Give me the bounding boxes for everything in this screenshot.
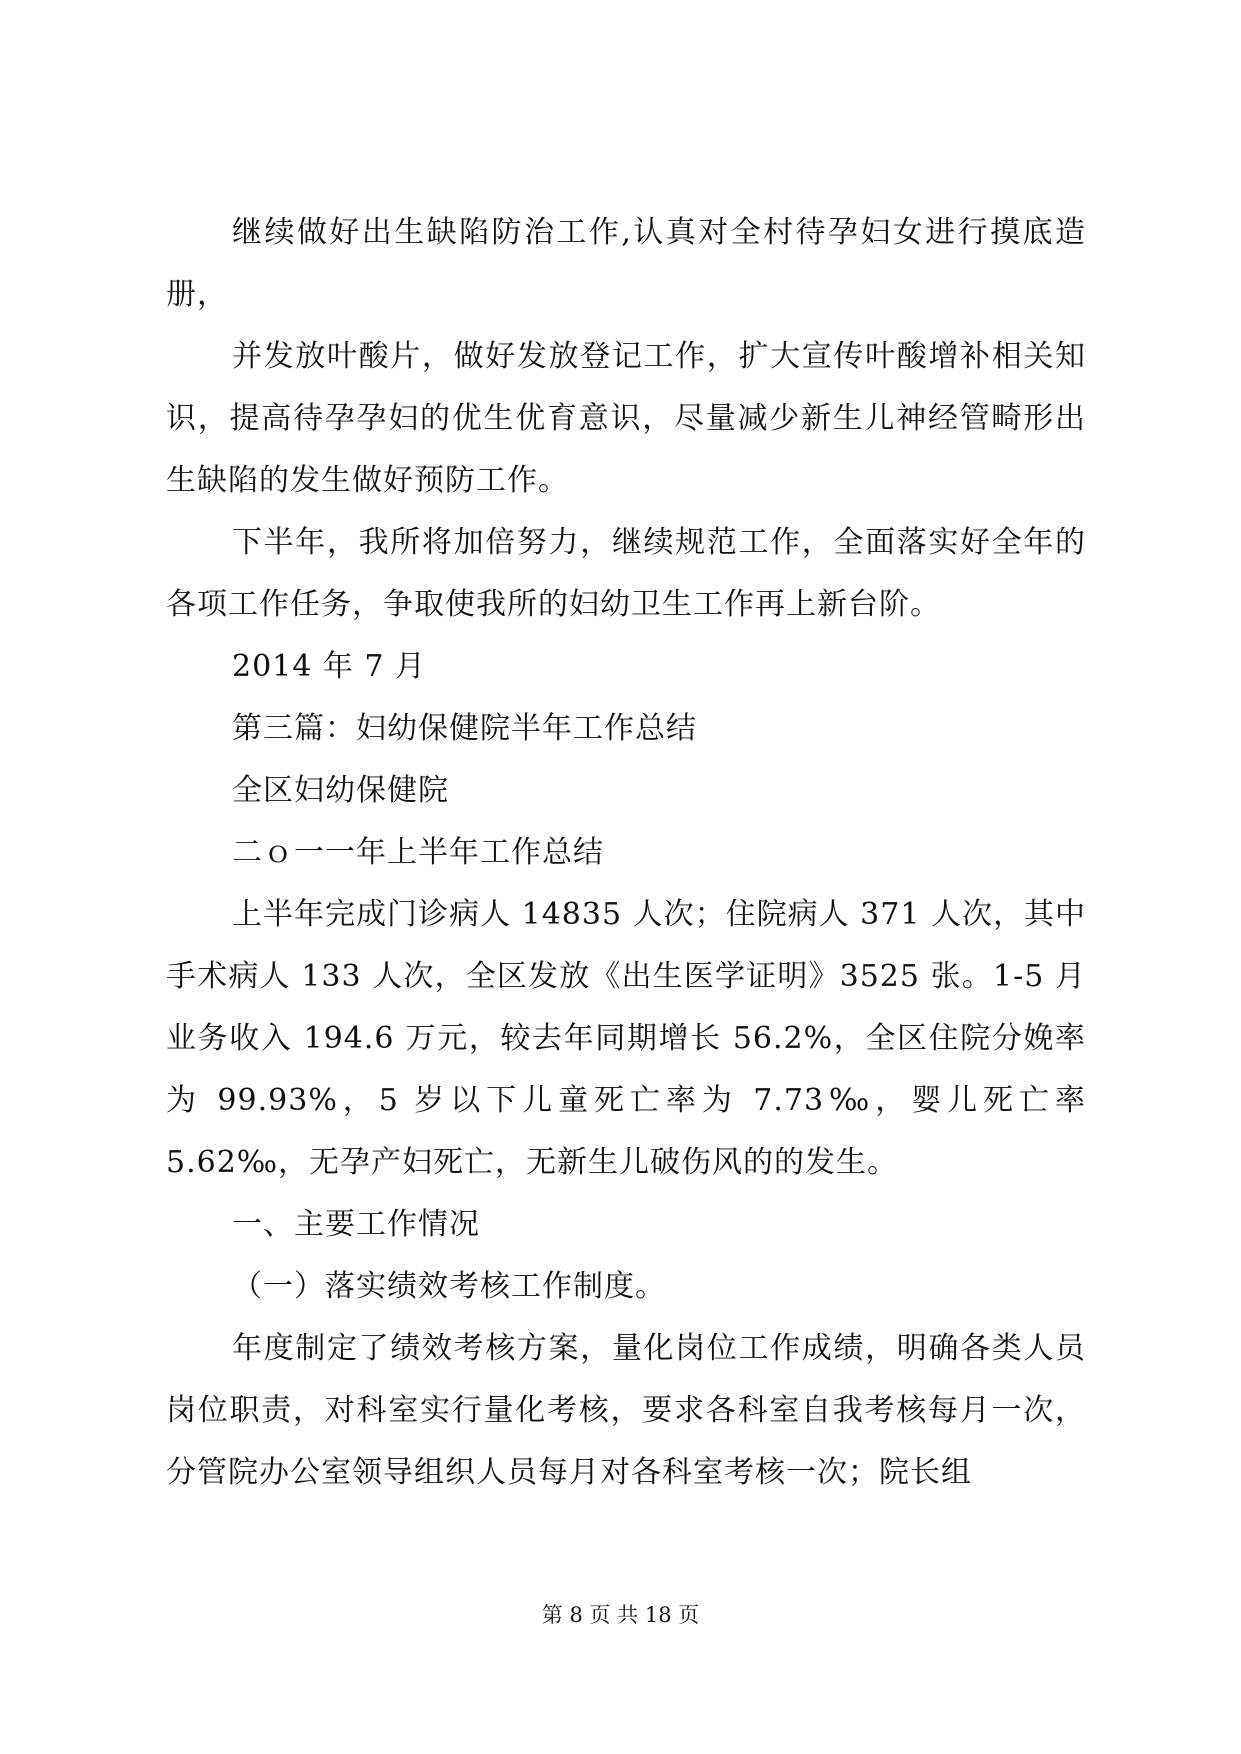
paragraph-second-half-plan: 下半年，我所将加倍努力，继续规范工作，全面落实好全年的各项工作任务，争取使我所的妇幼卫生工作再上新台阶。	[166, 525, 1086, 622]
organization-name: 全区妇幼保健院	[232, 773, 449, 808]
paragraph-birth-defect-prevention: 继续做好出生缺陷防治工作,认真对全村待孕妇女进行摸底造册，	[166, 215, 1086, 312]
page-footer	[0, 1600, 1241, 1630]
page-number: 第 8 页 共 18 页	[541, 1603, 700, 1627]
paragraph-assessment-details: 年度制定了绩效考核方案，量化岗位工作成绩，明确各类人员岗位职责，对科室实行量化考核，要求各科室自我考核每月一次，分管院办公室领导组织人员每月对各科室考核一次；院长组	[166, 1331, 1086, 1490]
report-title: 二ｏ一一年上半年工作总结	[232, 835, 604, 870]
section-heading: 第三篇：妇幼保健院半年工作总结	[232, 711, 697, 746]
paragraph-folic-acid: 并发放叶酸片，做好发放登记工作，扩大宣传叶酸增补相关知识，提高待孕孕妇的优生优育意识，尽量减少新生儿神经管畸形出生缺陷的发生做好预防工作。	[166, 339, 1086, 498]
heading-main-work: 一、主要工作情况	[232, 1207, 480, 1242]
date-line: 2014 年 7 月	[232, 649, 427, 684]
subheading-performance-assessment: （一）落实绩效考核工作制度。	[232, 1269, 666, 1304]
paragraph-statistics: 上半年完成门诊病人 14835 人次；住院病人 371 人次，其中手术病人 133 人次，全区发放《出生医学证明》3525 张。1-5 月业务收入 194.6 万元，较去年同期增长 56.2%，全区住院分娩率为 99.93%，5 岁以下儿童死亡率为 7.73‰，婴儿死亡率 5.62‰，无孕产妇死亡，无新生儿破伤风的的发生。	[166, 897, 1086, 1180]
document-body	[166, 202, 1086, 1504]
